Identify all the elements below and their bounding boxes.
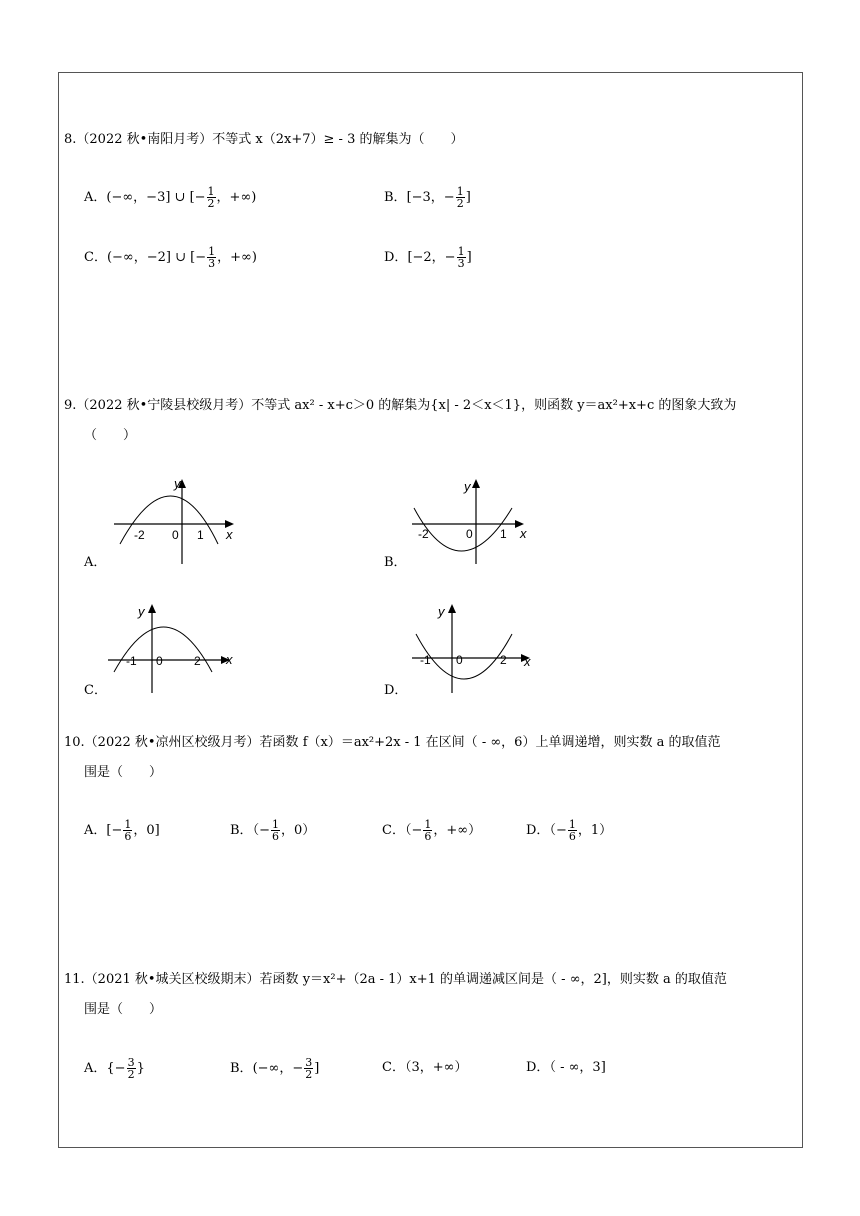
question-10-stem-line2: 围是（ ） [84, 765, 163, 780]
option-letter: D． [526, 1060, 550, 1075]
q8-option-d[interactable] [384, 246, 472, 269]
option-letter: C． [84, 250, 107, 265]
option-text-pre: （− [252, 823, 270, 838]
q9-option-b[interactable]: B． [384, 555, 407, 570]
axis-label-x: x [520, 526, 527, 541]
q10-option-b[interactable] [230, 819, 315, 842]
option-letter: D． [526, 823, 550, 838]
q9-graph-c [104, 600, 244, 699]
option-text-post: ，0] [133, 823, 160, 838]
tick-label: -2 [418, 527, 429, 541]
tick-label: 1 [197, 528, 204, 542]
question-9-stem-line2: （ ） [84, 428, 137, 443]
q11-option-a[interactable] [84, 1057, 145, 1080]
fraction: $\frac{3}{2}$ [305, 1056, 313, 1081]
option-text-post: ，+∞) [216, 190, 257, 205]
fraction: $\frac{1}{6}$ [424, 818, 432, 843]
option-letter: A． [84, 190, 107, 205]
option-letter: C． [382, 823, 405, 838]
q9-graph-a [110, 476, 240, 572]
question-8-stem: 8.（2022 秋•南阳月考）不等式 x（2x+7）≥ - 3 的解集为（ ） [64, 132, 464, 147]
question-10-stem-line1: 10.（2022 秋•凉州区校级月考）若函数 f（x）＝ax²+2x - 1 在区间（ - ∞，6）上单调递增，则实数 a 的取值范 [64, 735, 721, 750]
question-9-stem-line1: 9.（2022 秋•宁陵县校级月考）不等式 ax² - x+c＞0 的解集为{x| - 2＜x＜1}，则函数 y＝ax²+x+c 的图象大致为 [64, 398, 737, 413]
option-text-pre: (−∞，− [252, 1061, 304, 1076]
fraction: $\frac{1}{6}$ [568, 818, 576, 843]
axis-label-y: y [174, 476, 181, 491]
q9-graph-b [408, 476, 538, 572]
option-letter: A． [84, 823, 107, 838]
option-text-post: ，+∞) [217, 250, 257, 265]
axis-label-y: y [438, 604, 445, 619]
option-text-post: ] [314, 1061, 320, 1076]
q9-option-a[interactable]: A． [84, 555, 107, 570]
tick-label: 0 [466, 527, 473, 541]
axis-label-x: x [226, 652, 233, 667]
tick-label: 0 [456, 653, 463, 667]
option-letter: C． [382, 1060, 405, 1075]
q9-option-c[interactable]: C． [84, 683, 107, 698]
fraction: $\frac{1}{2}$ [207, 185, 215, 210]
q8-option-b[interactable] [384, 186, 471, 209]
option-letter: B． [230, 823, 253, 838]
fraction: $\frac{3}{2}$ [127, 1056, 135, 1081]
fraction: $\frac{1}{6}$ [124, 818, 132, 843]
tick-label: 2 [194, 654, 201, 668]
fraction: $\frac{1}{2}$ [456, 185, 464, 210]
tick-label: 0 [156, 654, 163, 668]
option-text-pre: (−∞，−3] ∪ [− [106, 190, 206, 205]
tick-label: -2 [134, 528, 145, 542]
q8-option-c[interactable] [84, 246, 257, 269]
option-text-post: ] [466, 250, 472, 265]
option-text-post: } [136, 1061, 145, 1076]
q10-option-c[interactable] [382, 819, 481, 842]
q10-option-a[interactable] [84, 819, 160, 842]
tick-label: 0 [172, 528, 179, 542]
option-text-post: ，0） [280, 823, 316, 838]
q9-option-d[interactable]: D． [384, 683, 408, 698]
q9-graph-d [408, 600, 548, 699]
option-text: （3，+∞） [404, 1060, 468, 1075]
option-text-pre: [− [106, 823, 123, 838]
tick-label: 1 [500, 527, 507, 541]
question-11-stem-line2: 围是（ ） [84, 1002, 163, 1017]
tick-label: -1 [126, 654, 137, 668]
option-text-post: ，1） [577, 823, 613, 838]
question-11-stem-line1: 11.（2021 秋•城关区校级期末）若函数 y＝x²+（2a - 1）x+1 的单调递减区间是（ - ∞，2]，则实数 a 的取值范 [64, 972, 727, 987]
tick-label: 2 [500, 653, 507, 667]
option-text-pre: [−2，− [407, 250, 456, 265]
option-letter: D． [384, 250, 408, 265]
q11-option-d[interactable] [526, 1059, 606, 1077]
fraction: $\frac{1}{3}$ [208, 245, 216, 270]
option-text-pre: {− [106, 1061, 126, 1076]
q8-option-a[interactable] [84, 186, 256, 209]
option-letter: B． [230, 1061, 253, 1076]
option-text-post: ，+∞） [433, 823, 482, 838]
axis-label-y: y [138, 604, 145, 619]
option-text-pre: （− [549, 823, 567, 838]
option-text-pre: [−3，− [406, 190, 455, 205]
option-text-post: ] [465, 190, 471, 205]
option-text: （ - ∞，3] [549, 1060, 606, 1075]
option-letter: B． [384, 190, 407, 205]
fraction: $\frac{1}{3}$ [457, 245, 465, 270]
option-text-pre: (−∞，−2] ∪ [− [106, 250, 207, 265]
tick-label: -1 [420, 653, 431, 667]
q10-option-d[interactable] [526, 819, 612, 842]
q11-option-b[interactable] [230, 1057, 319, 1080]
option-text-pre: （− [404, 823, 423, 838]
option-letter: A． [84, 1061, 107, 1076]
axis-label-x: x [524, 654, 531, 669]
axis-label-y: y [464, 479, 471, 494]
q11-option-c[interactable] [382, 1059, 467, 1077]
fraction: $\frac{1}{6}$ [271, 818, 279, 843]
axis-label-x: x [226, 527, 233, 542]
